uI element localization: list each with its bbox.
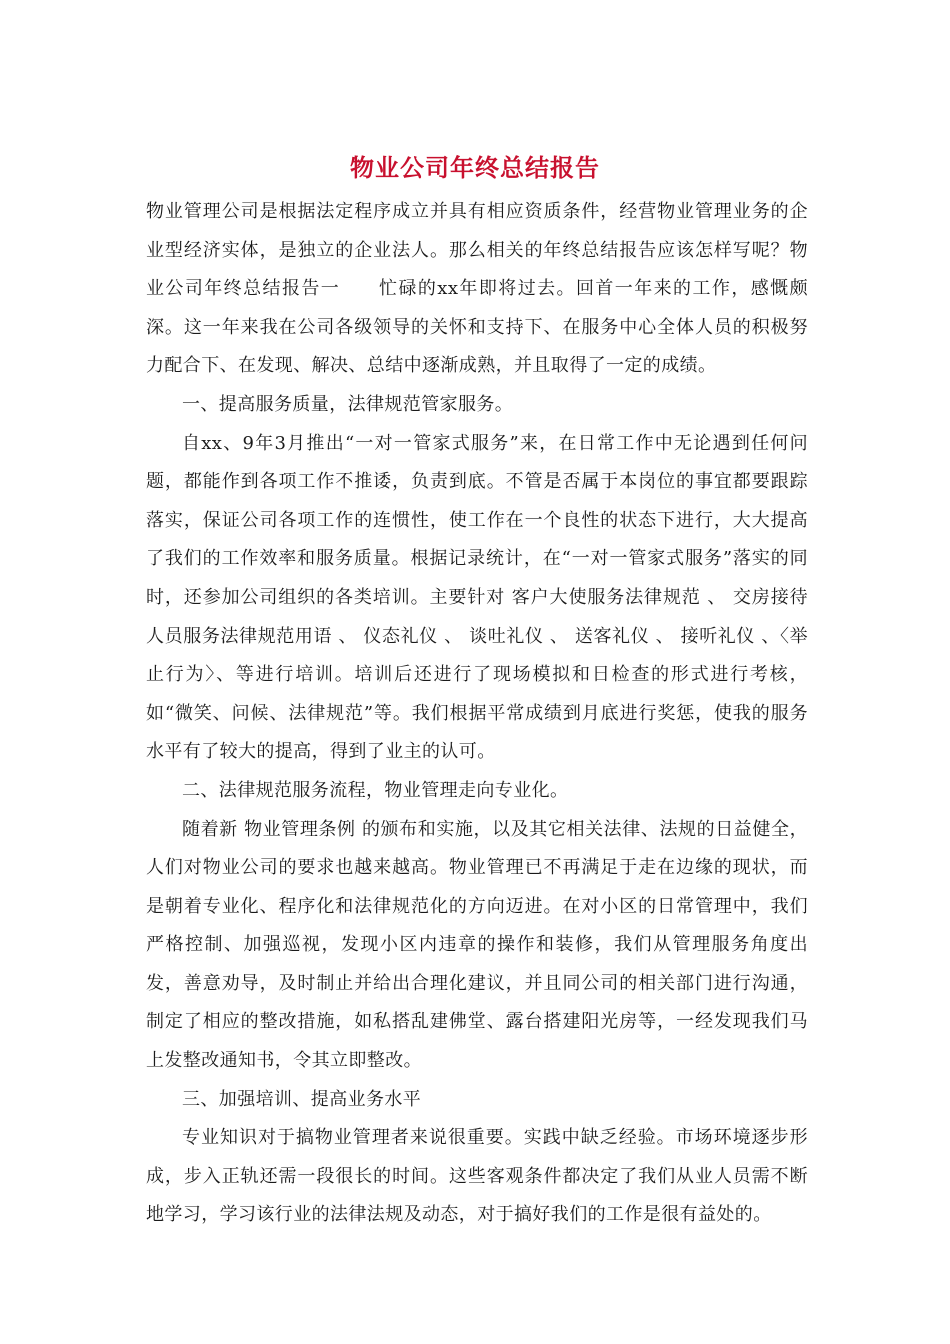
section-paragraph-3: 专业知识对于搞物业管理者来说很重要。实践中缺乏经验。市场环境逐步形成，步入正轨还需一段很长的时间。这些客观条件都决定了我们从业人员需不断地学习，学习该行业的法律法规及动态，对于搞好我们的工作是很有益处的。 xyxy=(146,1127,808,1226)
section-heading-3: 三、加强培训、提高业务水平 xyxy=(182,1088,422,1110)
section-paragraph-1: 自xx、9年3月推出“一对一管家式服务”来，在日常工作中无论遇到任何问题，都能作到各项工作不推诿，负责到底。不管是否属于本岗位的事宜都要跟踪落实，保证公司各项工作的连惯性，使工作在一个良性的状态下进行，大大提高了我们的工作效率和服务质量。根据记录统计，在“一对一管家式服务”落实的同时，还参加公司组织的各类培训。主要针对 客户大使服务法律规范 、 交房接待人员服务法律规范用语 、 仪态礼仪 、 谈吐礼仪 、 送客礼仪 、 接听礼仪 、〈举止行为〉、等进行培训。培训后还进行了现场模拟和日检查的形式进行考核，如“微笑、问候、法律规范”等。我们根据平常成绩到月底进行奖惩，使我的服务水平有了较大的提高，得到了业主的认可。 xyxy=(146,432,808,763)
section-paragraph-2: 随着新 物业管理条例 的颁布和实施，以及其它相关法律、法规的日益健全，人们对物业公司的要求也越来越高。物业管理已不再满足于走在边缘的现状，而是朝着专业化、程序化和法律规范化的方向迈进。在对小区的日常管理中，我们严格控制、加强巡视，发现小区内违章的操作和装修，我们从管理服务角度出发，善意劝导，及时制止并给出合理化建议，并且同公司的相关部门进行沟通，制定了相应的整改措施，如私搭乱建佛堂、露台搭建阳光房等，一经发现我们马上发整改通知书，令其立即整改。 xyxy=(146,818,808,1072)
document-body xyxy=(146,193,808,1235)
section-heading-1: 一、提高服务质量，法律规范管家服务。 xyxy=(182,393,514,415)
document-title: 物业公司年终总结报告 xyxy=(350,154,600,182)
intro-paragraph: 物业管理公司是根据法定程序成立并具有相应资质条件，经营物业管理业务的企业型经济实体，是独立的企业法人。那么相关的年终总结报告应该怎样写呢？物业公司年终总结报告一 忙碌的xx年即将过去。回首一年来的工作，感慨颇深。这一年来我在公司各级领导的关怀和支持下、在服务中心全体人员的积极努力配合下、在发现、解决、总结中逐渐成熟，并且取得了一定的成绩。 xyxy=(146,201,808,377)
section-heading-2: 二、法律规范服务流程，物业管理走向专业化。 xyxy=(182,779,569,801)
